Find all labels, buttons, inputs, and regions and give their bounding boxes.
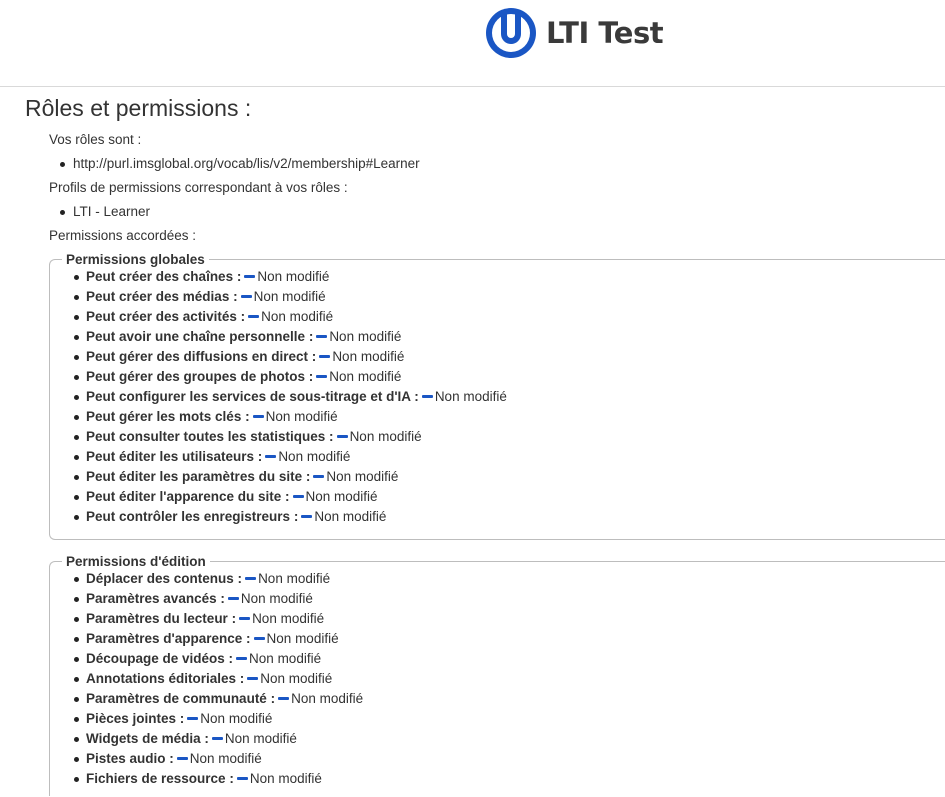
permission-item xyxy=(86,589,945,609)
permission-label: Peut créer des médias : xyxy=(86,289,238,304)
permission-status: Non modifié xyxy=(326,469,399,484)
permission-label: Paramètres du lecteur : xyxy=(86,611,237,626)
permission-item xyxy=(86,569,945,589)
permission-label: Paramètres avancés : xyxy=(86,591,225,606)
permission-status: Non modifié xyxy=(258,571,331,586)
dash-icon xyxy=(239,617,250,620)
permission-status: Non modifié xyxy=(434,389,507,404)
permission-item xyxy=(86,669,945,689)
section-title: Rôles et permissions : xyxy=(25,95,252,121)
permission-item xyxy=(86,749,945,769)
logo-icon xyxy=(484,6,538,60)
permission-label: Peut éditer les paramètres du site : xyxy=(86,469,311,484)
permission-status: Non modifié xyxy=(240,591,313,606)
permission-label: Pistes audio : xyxy=(86,751,174,766)
permission-status: Non modifié xyxy=(278,449,351,464)
permission-item xyxy=(86,487,945,507)
permission-item xyxy=(86,467,945,487)
permission-status: Non modifié xyxy=(249,771,322,786)
brand[interactable] xyxy=(484,6,663,60)
permission-item xyxy=(86,689,945,709)
dash-icon xyxy=(313,475,324,478)
dash-icon xyxy=(247,677,258,680)
dash-icon xyxy=(248,315,259,318)
permission-item xyxy=(86,307,945,327)
dash-icon xyxy=(228,597,239,600)
permission-label: Annotations éditoriales : xyxy=(86,671,245,686)
profiles-list xyxy=(49,202,945,226)
permission-label: Fichiers de ressource : xyxy=(86,771,234,786)
permission-item xyxy=(86,367,945,387)
permission-status: Non modifié xyxy=(305,489,378,504)
permission-label: Peut gérer des groupes de photos : xyxy=(86,369,314,384)
permission-item xyxy=(86,267,945,287)
permission-item xyxy=(86,447,945,467)
dash-icon xyxy=(187,717,198,720)
role-item: http://purl.imsglobal.org/vocab/lis/v2/membership#Learner xyxy=(73,154,945,178)
permission-label: Peut avoir une chaîne personnelle : xyxy=(86,329,314,344)
permission-item xyxy=(86,287,945,307)
permission-status: Non modifié xyxy=(261,309,334,324)
permission-item xyxy=(86,387,945,407)
permission-label: Peut gérer des diffusions en direct : xyxy=(86,349,317,364)
dash-icon xyxy=(319,355,330,358)
dash-icon xyxy=(265,455,276,458)
permission-item xyxy=(86,427,945,447)
permission-label: Pièces jointes : xyxy=(86,711,185,726)
permission-status: Non modifié xyxy=(253,289,326,304)
dash-icon xyxy=(241,295,252,298)
permission-label: Déplacer des contenus : xyxy=(86,571,243,586)
permission-status: Non modifié xyxy=(257,269,330,284)
permission-label: Peut contrôler les enregistreurs : xyxy=(86,509,299,524)
permission-item xyxy=(86,769,945,789)
dash-icon xyxy=(177,757,188,760)
permission-status: Non modifié xyxy=(349,429,422,444)
permission-item xyxy=(86,407,945,427)
dash-icon xyxy=(253,415,264,418)
dash-icon xyxy=(236,657,247,660)
permission-item xyxy=(86,507,945,527)
roles-label: Vos rôles sont : xyxy=(49,132,142,147)
global-permissions-fieldset xyxy=(49,252,945,540)
permission-label: Découpage de vidéos : xyxy=(86,651,234,666)
global-permissions-legend: Permissions globales xyxy=(66,252,205,267)
permission-label: Peut éditer l'apparence du site : xyxy=(86,489,290,504)
dash-icon xyxy=(244,275,255,278)
permission-label: Peut créer des activités : xyxy=(86,309,246,324)
brand-title: LTI Test xyxy=(546,16,664,50)
permission-status: Non modifié xyxy=(291,691,364,706)
permission-label: Widgets de média : xyxy=(86,731,209,746)
dash-icon xyxy=(301,515,312,518)
permission-label: Peut consulter toutes les statistiques : xyxy=(86,429,334,444)
profile-item: LTI - Learner xyxy=(73,202,945,226)
edit-permissions-fieldset xyxy=(49,554,945,796)
dash-icon xyxy=(316,375,327,378)
dash-icon xyxy=(278,697,289,700)
permission-status: Non modifié xyxy=(260,671,333,686)
permission-item xyxy=(86,347,945,367)
permission-item xyxy=(86,729,945,749)
main-content xyxy=(0,88,945,796)
permission-status: Non modifié xyxy=(224,731,297,746)
permission-label: Peut éditer les utilisateurs : xyxy=(86,449,263,464)
permission-item xyxy=(86,649,945,669)
dash-icon xyxy=(316,335,327,338)
permission-status: Non modifié xyxy=(314,509,387,524)
edit-permissions-list xyxy=(50,569,945,789)
permission-label: Peut configurer les services de sous-titrage et d'IA : xyxy=(86,389,419,404)
permission-status: Non modifié xyxy=(249,651,322,666)
permission-status: Non modifié xyxy=(189,751,262,766)
permission-label: Paramètres de communauté : xyxy=(86,691,276,706)
dash-icon xyxy=(212,737,223,740)
roles-list xyxy=(49,154,945,178)
profiles-label: Profils de permissions correspondant à vos rôles : xyxy=(49,180,348,195)
dash-icon xyxy=(422,395,433,398)
permission-item xyxy=(86,327,945,347)
permission-status: Non modifié xyxy=(266,631,339,646)
permission-status: Non modifié xyxy=(329,369,402,384)
permission-status: Non modifié xyxy=(332,349,405,364)
roles-permissions-block xyxy=(49,130,945,796)
header xyxy=(0,0,945,87)
permission-label: Peut créer des chaînes : xyxy=(86,269,242,284)
permission-item xyxy=(86,609,945,629)
permission-item xyxy=(86,709,945,729)
permission-label: Peut gérer les mots clés : xyxy=(86,409,250,424)
granted-label: Permissions accordées : xyxy=(49,228,197,243)
edit-permissions-legend: Permissions d'édition xyxy=(66,554,206,569)
dash-icon xyxy=(337,435,348,438)
dash-icon xyxy=(237,777,248,780)
permission-item xyxy=(86,629,945,649)
global-permissions-list xyxy=(50,267,945,527)
dash-icon xyxy=(245,577,256,580)
permission-status: Non modifié xyxy=(200,711,273,726)
dash-icon xyxy=(293,495,304,498)
dash-icon xyxy=(254,637,265,640)
permission-status: Non modifié xyxy=(265,409,338,424)
permission-status: Non modifié xyxy=(329,329,402,344)
permission-status: Non modifié xyxy=(252,611,325,626)
permission-label: Paramètres d'apparence : xyxy=(86,631,251,646)
